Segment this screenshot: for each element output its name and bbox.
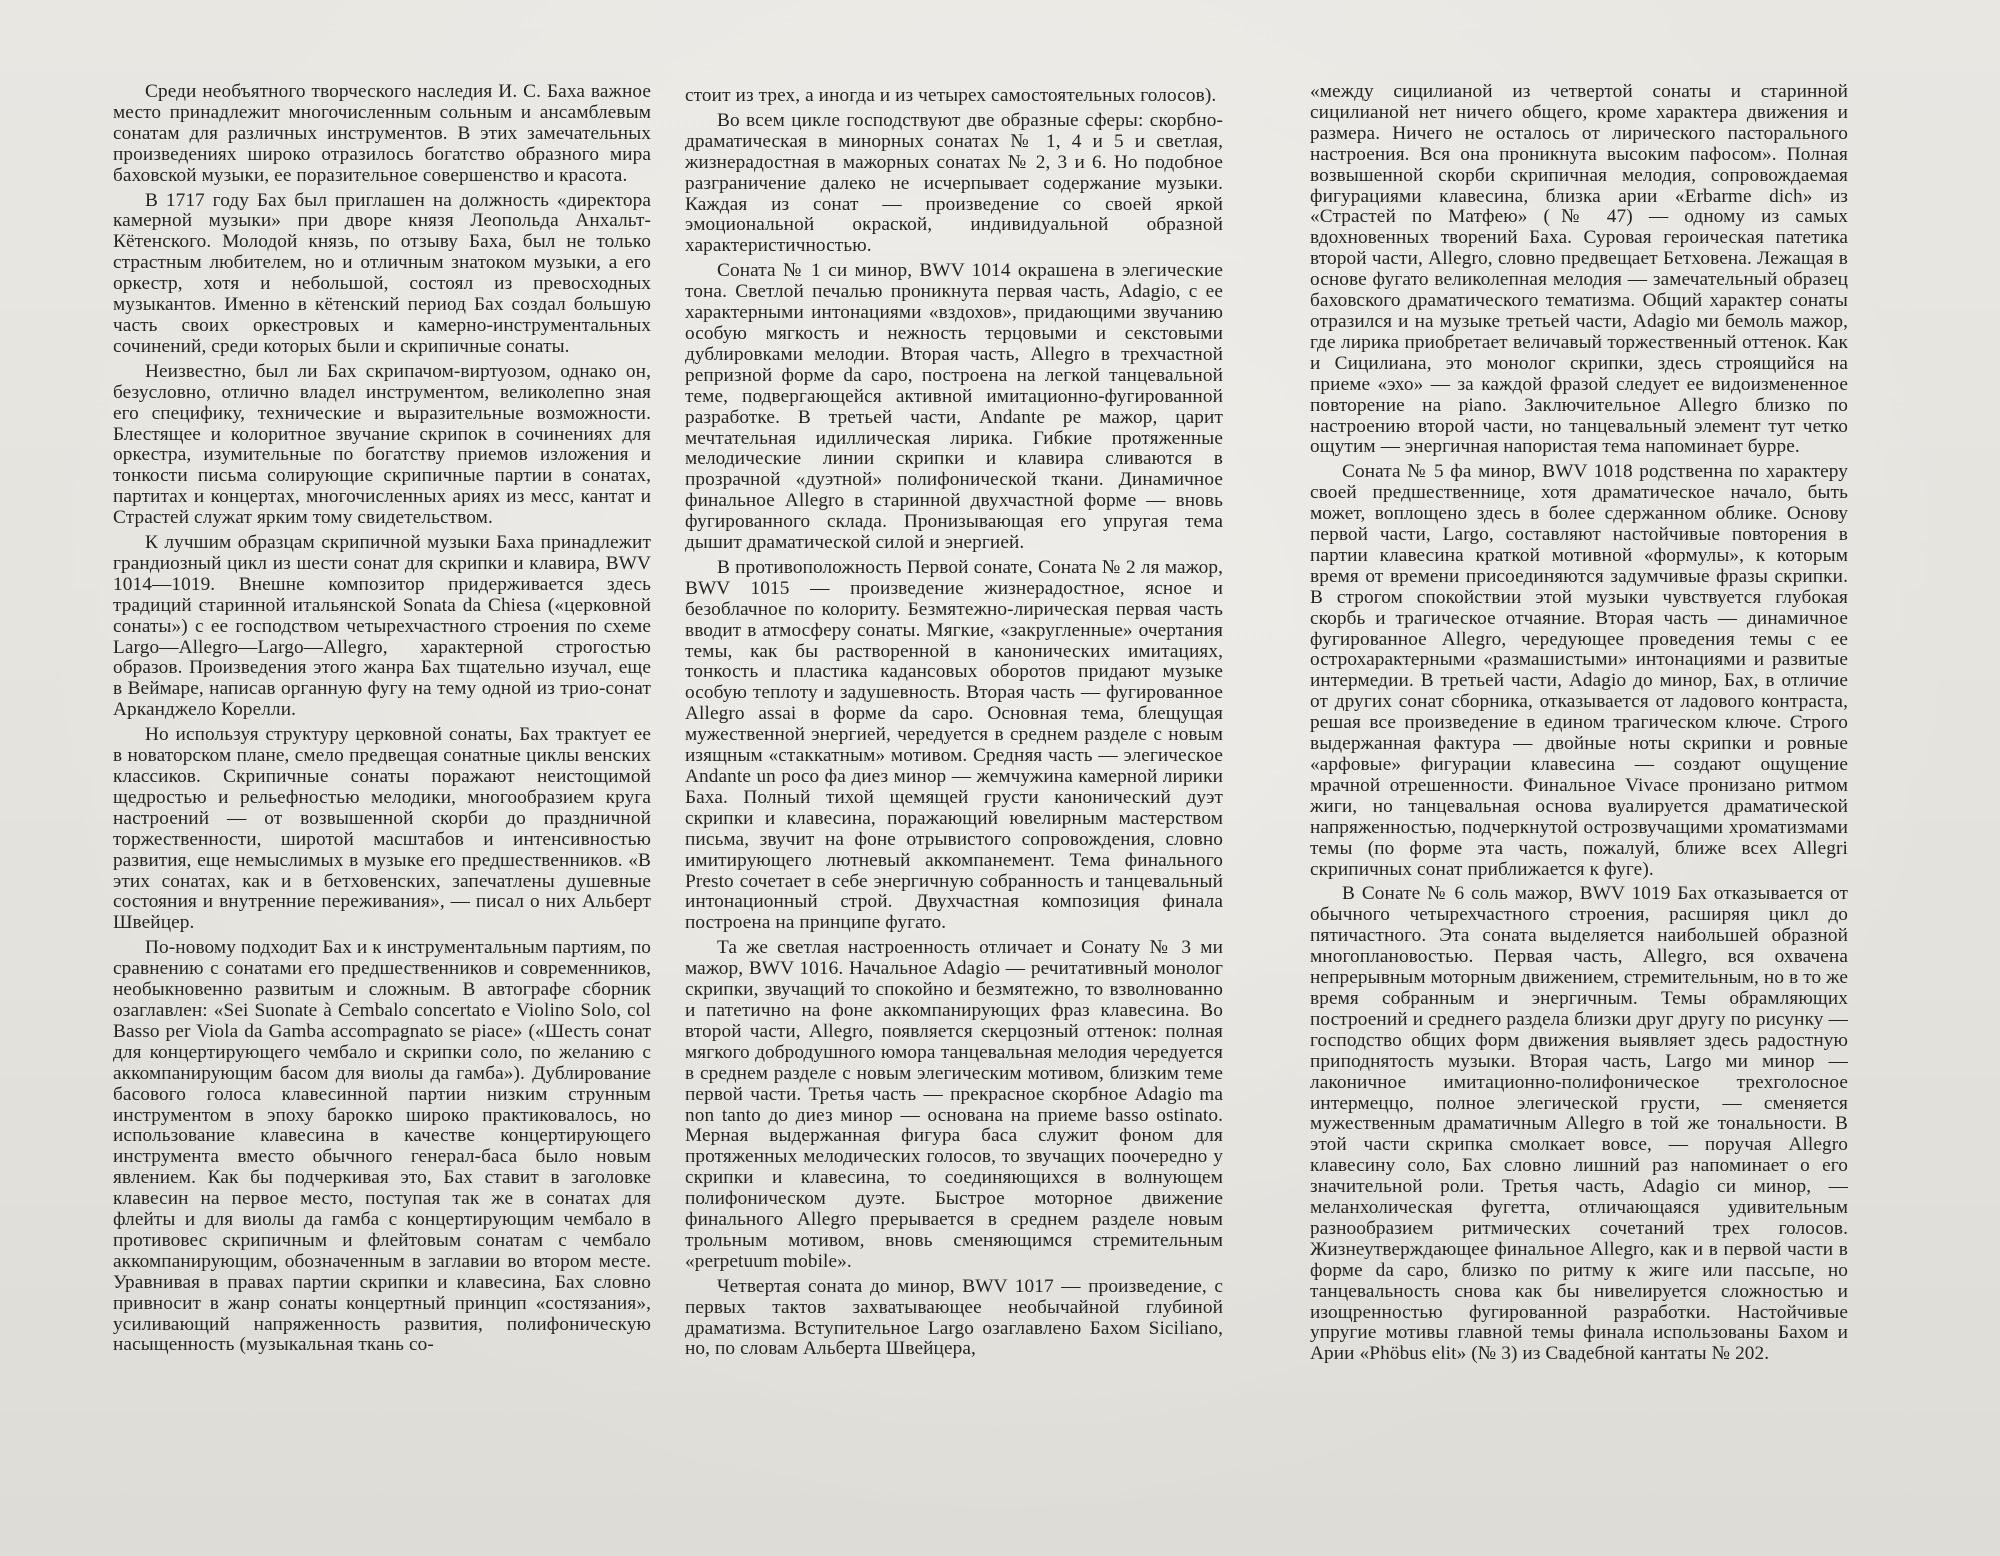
paragraph: К лучшим образцам скрипичной музыки Баха принадлежит грандиозный цикл из шести сонат для скрипки и клавира, BWV 1014—1019. Внешне композитор придерживается здесь традиций старинной итальянской Sonata da Chiesa («церковной сонаты») с ее господством четырехчастного строения по схеме Largo—Allegro—Largo—Allegro, характерной строгостью образов. Произведения этого жанра Бах тщательно изучал, еще в Веймаре, написав органную фугу на тему одной из трио-сонат Арканджело Корелли. (113, 532, 651, 721)
paragraph-continuation: стоит из трех, а иногда и из четырех самостоятельных голосов). (685, 85, 1217, 106)
paragraph: В Сонате № 6 соль мажор, BWV 1019 Бах отказывается от обычного четырехчастного строения, расширяя цикл до пятичастного. Эта соната выделяется наибольшей образной многоплановостью. Первая часть, Allegro, вся охвачена непрерывным моторным движением, стремительным, но в то же время собранным и энергичным. Темы обрамляющих построений и среднего раздела близки друг другу по рисунку — господство общих форм движения выявляет здесь радостную приподнятость музыки. Вторая часть, Largo ми минор — лаконичное имитационно-полифоническое трехголосное интермеццо, полное элегической грусти, — сменяется мужественным драматичным Allegro в той же тональности. В этой части скрипка смолкает вовсе, — поручая Allegro клавесину соло, Бах словно лишний раз напоминает о его значительной роли. Третья часть, Adagio си минор, — меланхолическая фугетта, отличающаяся удивительным разнообразием ритмических сочетаний трех голосов. Жизнеутверждающее финальное Allegro, как и в первой части в форме da capo, близко по ритму к жиге или пассьпе, но танцевальность снова как бы нивелируется сложностью и изощренностью фугированной разработки. Настойчивые упругие мотивы главной темы финала использованы Бахом и Арии «Phöbus elit» (№ 3) из Свадебной кантаты № 202. (1310, 883, 1848, 1365)
text-column-3 (1310, 82, 1848, 1369)
text-column-1 (113, 82, 651, 1360)
paragraph-continuation: «между сицилианой из четвертой сонаты и старинной сицилианой нет ничего общего, кроме характера движения и размера. Ничего не осталось от лирического пасторального настроения. Вся она проникнута высоким пафосом». Полная возвышенной скорби скрипичная мелодия, сопровождаемая фигурациями клавесина, близка арии «Erbarme dich» из «Страстей по Матфею» (№ 47) — одному из самых вдохновенных творений Баха. Суровая героическая патетика второй части, Allegro, словно предвещает Бетховена. Лежащая в основе фугато великолепная мелодия — замечательный образец баховского драматического тематизма. Общий характер сонаты отразился и на музыке третьей части, Adagio ми бемоль мажор, где лирика приобретает величавый торжественный оттенок. Как и Сицилиана, это монолог скрипки, здесь строящийся на приеме «эхо» — за каждой фразой следует ее видоизмененное повторение на piano. Заключительное Allegro близко по настроению второй части, но танцевальный элемент тут четко ощутим — энергичная напористая тема напоминает бурре. (1310, 81, 1848, 458)
paragraph: По-новому подходит Бах и к инструментальным партиям, по сравнению с сонатами его предшественников и современников, необыкновенно развитым и сложным. В автографе сборник озаглавлен: «Sei Suonate à Cembalo concertato e Violino Solo, col Basso per Viola da Gamba accompagnato se piace» («Шесть сонат для концертирующего чембало и скрипки соло, по желанию с аккомпанирующим басом для виолы да гамба»). Дублирование басового голоса клавесинной партии низким струнным инструментом в эпоху барокко широко практиковалось, но использование клавесина в качестве концертирующего инструмента вместо обычного генерал-баса было новым явлением. Как бы подчеркивая это, Бах ставит в заголовке клавесин на первое место, поступая так же в сонатах для флейты и для виолы да гамба с концертирующим чембало в противовес скрипичным и флейтовым сонатам с чембало аккомпанирующим, обозначенным в заглавии во втором месте. Уравнивая в правах партии скрипки и клавесина, Бах словно привносит в жанр сонаты концертный принцип «состязания», усиливающий напряженность развития, полифоническую насыщенность (музыкальная ткань со- (113, 937, 651, 1356)
paragraph: В 1717 году Бах был приглашен на должность «директора камерной музыки» при дворе князя Леопольда Анхальт-Кётенского. Молодой князь, по отзыву Баха, был не только страстным любителем, но и отличным знатоком музыки, а его оркестр, хотя и небольшой, состоял из превосходных музыкантов. Именно в кётенский период Бах создал большую часть своих оркестровых и камерно-инструментальных сочинений, среди которых были и скрипичные сонаты. (113, 189, 651, 357)
paragraph: Та же светлая настроенность отличает и Сонату № 3 ми мажор, BWV 1016. Начальное Adagio — речитативный монолог скрипки, звучащий то спокойно и безмятежно, то взволнованно и патетично на фоне аккомпанирующих фраз клавесина. Во второй части, Allegro, появляется скерцозный оттенок: полная мягкого добродушного юмора танцевальная мелодия чередуется в среднем разделе с новым элегическим мотивом, близким теме первой части. Третья часть — прекрасное скорбное Adagio ma non tanto до диез минор — основана на приеме basso ostinato. Мерная выдержанная фигура баса служит фоном для протяженных мелодических голосов, то звучащих поочередно у скрипки и клавесина, то соединяющихся в волнующем полифоническом дуэте. Быстрое моторное движение финального Allegro прерывается в среднем разделе новым трольным мотивом, вновь сменяющимся стремительным «perpetuum mobile». (685, 937, 1223, 1272)
paragraph: Соната № 1 си минор, BWV 1014 окрашена в элегические тона. Светлой печалью проникнута первая часть, Adagio, с ее характерными интонациями «вздохов», придающими звучанию особую мягкость и нежность терцовыми и секстовыми дублировками мелодии. Вторая часть, Allegro в трехчастной репризной форме da capo, построена на легкой танцевальной теме, подвергающейся активной имитационно-фугированной разработке. В третьей части, Andante ре мажор, царит мечтательная идиллическая лирика. Гибкие протяженные мелодические линии скрипки и клавира сливаются в прозрачной «дуэтной» полифонической ткани. Динамичное финальное Allegro в старинной двухчастной форме — вновь фугированного склада. Пронизывающая его упругая тема дышит драматической силой и энергией. (685, 260, 1223, 554)
paragraph: Неизвестно, был ли Бах скрипачом-виртуозом, однако он, безусловно, отлично владел инструментом, великолепно зная его специфику, технические и выразительные возможности. Блестящее и колоритное звучание скрипок в сочинениях для оркестра, изумительные по богатству приемов изложения и тонкости письма солирующие скрипичные партии в сонатах, партитах и концертах, многочисленных ариях из месс, кантат и Страстей служат ярким тому свидетельством. (113, 360, 651, 529)
paragraph: Во всем цикле господствуют две образные сферы: скорбно-драматическая в минорных сонатах № 1, 4 и 5 и светлая, жизнерадостная в мажорных сонатах № 2, 3 и 6. Но подобное разграничение далеко не исчерпывает содержание музыки. Каждая из сонат — произведение со своей яркой эмоциональной окраской, индивидуальной образной характеристичностью. (685, 109, 1223, 257)
paragraph: Четвертая соната до минор, BWV 1017 — произведение, с первых тактов захватывающее необычайной глубиной драматизма. Вступительное Largo озаглавлено Бахом Siciliano, но, по словам Альберта Швейцера, (685, 1275, 1223, 1360)
paragraph: Среди необъятного творческого наследия И. С. Баха важное место принадлежит многочисленным сольным и ансамблевым сонатам для различных инструментов. В этих замечательных произведениях широко отразилось богатство образного мира баховской музыки, ее поразительное совершенство и красота. (113, 81, 651, 186)
paragraph: Соната № 5 фа минор, BWV 1018 родственна по характеру своей предшественнице, хотя драматическое начало, быть может, воплощено здесь в более сдержанном облике. Основу первой части, Largo, составляют настойчивые повторения в партии клавесина краткой мотивной «формулы», к которым время от времени присоединяются задумчивые фразы скрипки. В строгом спокойствии этой музыки чувствуется глубокая скорбь и трагическое отчаяние. Вторая часть — динамичное фугированное Allegro, чередующее проведения темы с ее острохарактерными «размашистыми» интонациями и развитые интермедии. В третьей части, Adagio до минор, Бах, в отличие от других сонат сборника, отказывается от ладового контраста, решая все произведение в едином трагическом ключе. Строго выдержанная фактура — двойные ноты скрипки и ровные «арфовые» фигурации клавесина — создают ощущение мрачной отрешенности. Финальное Vivace пронизано ритмом жиги, но танцевальная основа вуалируется драматической напряженностью, подчеркнутой острозвучащими хроматизмами темы (по форме эта часть, пожалуй, ближе всех Allegri скрипичных сонат приближается к фуге). (1310, 461, 1848, 880)
paragraph: Но используя структуру церковной сонаты, Бах трактует ее в новаторском плане, смело предвещая сонатные циклы венских классиков. Скрипичные сонаты поражают неистощимой щедростью и рельефностью мелодики, многообразием круга настроений — от возвышенной скорби до праздничной торжественности, широтой масштабов и интенсивностью развития, еще немыслимых в музыке его предшественников. «В этих сонатах, как и в бетховенских, запечатлены душевные состояния и внутренние переживания», — писал о них Альберт Швейцер. (113, 724, 651, 934)
text-column-2 (685, 86, 1223, 1364)
paragraph: В противоположность Первой сонате, Соната № 2 ля мажор, BWV 1015 — произведение жизнерадостное, ясное и безоблачное по колориту. Безмятежно-лирическая первая часть вводит в атмосферу сонаты. Мягкие, «закругленные» очертания темы, как бы растворенной в канонических имитациях, тонкость и пластика кадансовых оборотов придают музыке особую теплоту и задушевность. Вторая часть — фугированное Allegro assai в форме da capo. Основная тема, блещущая мужественной энергией, чередуется в среднем разделе с новым изящным «стаккатным» мотивом. Средняя часть — элегическое Andante un poco фа диез минор — жемчужина камерной лирики Баха. Полный тихой щемящей грусти канонический дуэт скрипки и клавесина, поражающий ювелирным мастерством письма, звучит на фоне отрывистого сопровождения, словно имитирующего лютневый аккомпанемент. Тема финального Presto сочетает в себе энергичную собранность и танцевальный интонационный строй. Двухчастная композиция финала построена на принципе фугато. (685, 556, 1223, 934)
